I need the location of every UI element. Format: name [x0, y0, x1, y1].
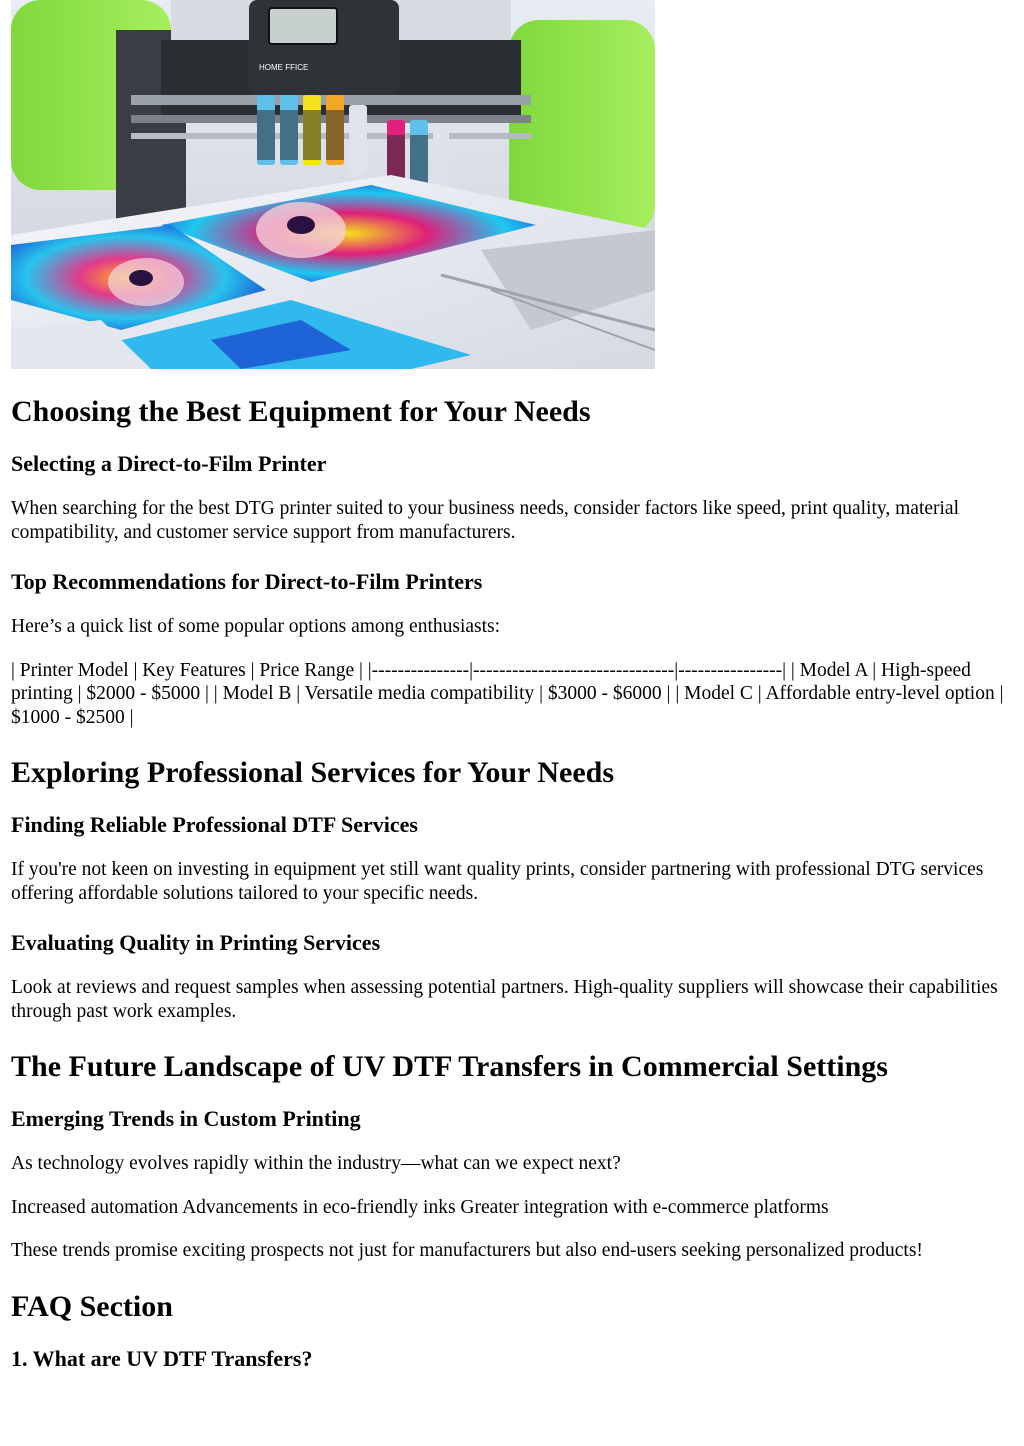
- printer-right-panel: [509, 20, 655, 235]
- subheading-selecting-printer: Selecting a Direct-to-Film Printer: [11, 451, 327, 476]
- paragraph-trend-list: Increased automation Advancements in eco-friendly inks Greater integration with e-commerce platforms: [11, 1196, 829, 1218]
- heading-equipment: Choosing the Best Equipment for Your Needs: [11, 395, 591, 428]
- subheading-top-recommendations: Top Recommendations for Direct-to-Film Printers: [11, 569, 483, 594]
- paragraph-technology: As technology evolves rapidly within the industry—what can we expect next?: [11, 1153, 621, 1174]
- display-screen: [269, 8, 337, 44]
- article: [11, 0, 1016, 1372]
- faq-question-1: 1. What are UV DTF Transfers?: [11, 1345, 313, 1371]
- printer-brand-label: HOME FFICE: [259, 63, 309, 72]
- subheading-finding-services: Finding Reliable Professional DTF Services: [11, 812, 418, 837]
- subheading-emerging-trends: Emerging Trends in Custom Printing: [11, 1106, 361, 1131]
- heading-faq: FAQ Section: [11, 1289, 173, 1323]
- printer-hero-image: [11, 0, 655, 369]
- paragraph-options-intro: Here’s a quick list of some popular options among enthusiasts:: [11, 616, 501, 637]
- paragraph-reviews: Look at reviews and request samples when assessing potential partners. High-quality suppliers will showcase their capabilities through past work examples.: [11, 977, 998, 1022]
- heading-services: Exploring Professional Services for Your Needs: [11, 756, 615, 789]
- subheading-evaluating-quality: Evaluating Quality in Printing Services: [11, 930, 381, 955]
- paragraph-trends-promise: These trends promise exciting prospects not just for manufacturers but also end-users seeking personalized products!: [11, 1240, 923, 1261]
- paragraph-printer-factors: When searching for the best DTG printer suited to your business needs, consider factors like speed, print quality, material compatibility, and customer service support from manufacturers.: [11, 498, 960, 543]
- paragraph-partnering: If you're not keen on investing in equipment yet still want quality prints, consider partnering with professional DTG services offering affordable solutions tailored to your specific needs.: [11, 859, 984, 904]
- paragraph-printer-table-text: | Printer Model | Key Features | Price Range | |---------------|-------------------------------|----------------| | Model A | High-speed printing | $2000 - $5000 | | Model B | Versatile media compatibility | $3000 - $6000 | | Model C | Affordable entry-level option | $1000 - $2500 |: [11, 659, 1004, 728]
- heading-future: The Future Landscape of UV DTF Transfers in Commercial Settings: [11, 1050, 888, 1083]
